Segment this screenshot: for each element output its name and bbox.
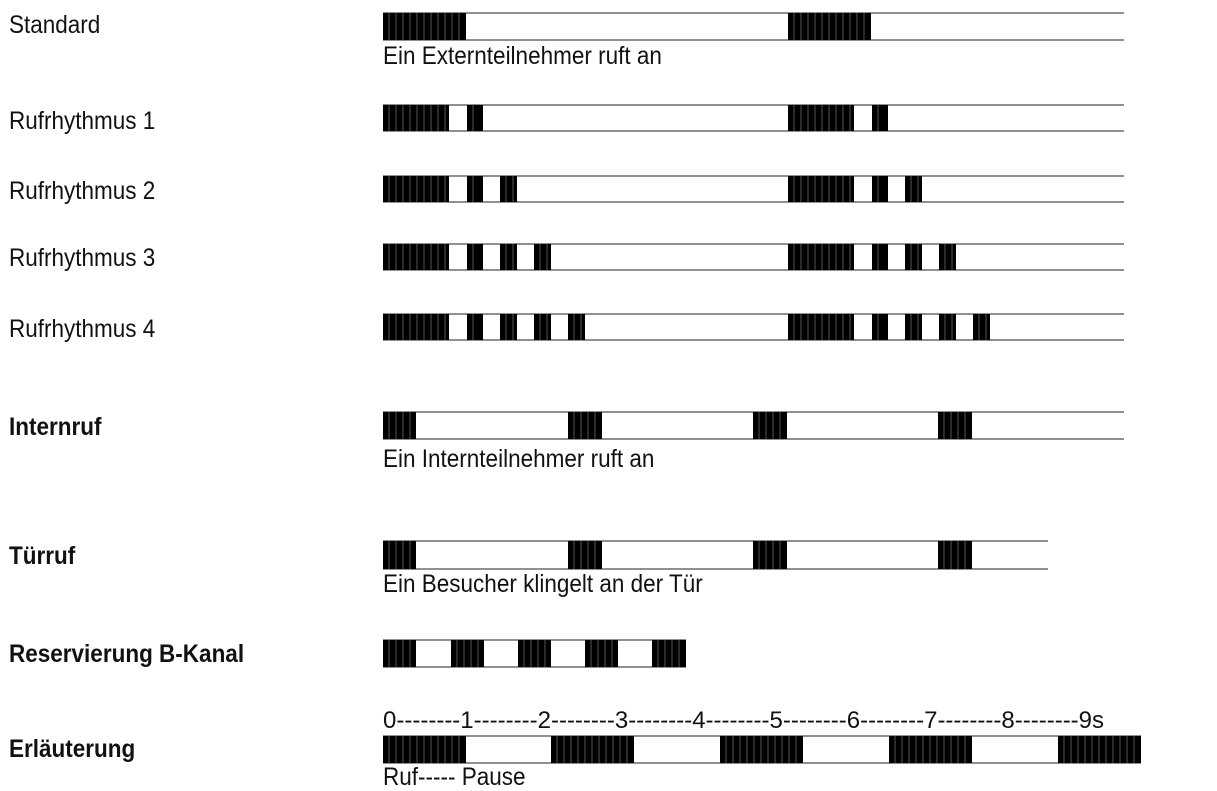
- ring-burst-rufrhythmus-1-1: [383, 105, 449, 131]
- time-scale-dash: --------: [550, 707, 615, 734]
- time-tick-2: 2: [537, 707, 551, 734]
- ring-burst-tuerruf-2: [568, 541, 602, 569]
- ring-burst-erlaeuterung-1: [383, 736, 466, 763]
- row-label-rufrhythmus-4: Rufrhythmus 4: [9, 315, 156, 343]
- row-label-standard: Standard: [9, 11, 101, 39]
- ring-burst-rufrhythmus-2-1: [383, 176, 449, 202]
- time-scale-dash: --------: [782, 707, 847, 734]
- ring-burst-internruf-1: [383, 412, 416, 439]
- row-label-tuerruf: Türruf: [9, 542, 76, 570]
- time-scale-dash: --------: [396, 707, 461, 734]
- ring-burst-internruf-4: [938, 412, 972, 439]
- ring-burst-rufrhythmus-4-5: [568, 314, 585, 340]
- ring-burst-erlaeuterung-2: [551, 736, 634, 763]
- ring-burst-rufrhythmus-2-2: [467, 176, 483, 202]
- time-tick-1: 1: [460, 707, 474, 734]
- ring-burst-rufrhythmus-3-7: [905, 244, 922, 270]
- ring-burst-rufrhythmus-3-1: [383, 244, 449, 270]
- ring-burst-rufrhythmus-1-3: [788, 105, 854, 131]
- ring-burst-rufrhythmus-4-1: [383, 314, 449, 340]
- caption-ruf-pause: Ruf----- Pause: [383, 763, 526, 791]
- ring-burst-rufrhythmus-4-3: [500, 314, 517, 340]
- ring-burst-rufrhythmus-3-2: [467, 244, 483, 270]
- ring-burst-standard-2: [788, 13, 871, 40]
- row-label-reservierung-b-kanal: Reservierung B-Kanal: [9, 640, 245, 668]
- time-scale-dash: --------: [473, 707, 538, 734]
- row-label-erlaeuterung: Erläuterung: [9, 735, 136, 763]
- ring-burst-erlaeuterung-4: [889, 736, 972, 763]
- time-tick-9: 9s: [1078, 707, 1105, 734]
- ring-burst-tuerruf-4: [938, 541, 972, 569]
- time-scale-dash: --------: [937, 707, 1002, 734]
- ring-burst-standard-1: [383, 13, 466, 40]
- row-label-rufrhythmus-3: Rufrhythmus 3: [9, 244, 156, 272]
- ring-burst-tuerruf-3: [753, 541, 787, 569]
- time-tick-0: 0: [383, 707, 397, 734]
- ring-burst-rufrhythmus-3-4: [534, 244, 551, 270]
- ring-burst-rufrhythmus-4-6: [788, 314, 854, 340]
- ring-burst-reservierung-b-kanal-1: [383, 640, 416, 667]
- row-label-rufrhythmus-2: Rufrhythmus 2: [9, 177, 156, 205]
- time-tick-3: 3: [614, 707, 629, 734]
- ring-burst-rufrhythmus-3-6: [872, 244, 888, 270]
- row-label-rufrhythmus-1: Rufrhythmus 1: [9, 107, 156, 135]
- time-tick-4: 4: [692, 707, 706, 734]
- caption-besucher: Ein Besucher klingelt an der Tür: [383, 570, 703, 598]
- caption-internteilnehmer: Ein Internteilnehmer ruft an: [383, 445, 655, 473]
- time-scale-dash: --------: [860, 707, 925, 734]
- ring-burst-rufrhythmus-2-5: [872, 176, 888, 202]
- time-tick-8: 8: [1001, 707, 1015, 734]
- ring-burst-erlaeuterung-3: [720, 736, 803, 763]
- ring-burst-rufrhythmus-2-3: [500, 176, 517, 202]
- ring-burst-internruf-3: [753, 412, 787, 439]
- ring-burst-reservierung-b-kanal-3: [518, 640, 551, 667]
- ring-burst-rufrhythmus-4-7: [872, 314, 888, 340]
- ring-burst-erlaeuterung-5: [1058, 736, 1141, 763]
- time-tick-5: 5: [769, 707, 783, 734]
- time-tick-6: 6: [846, 707, 861, 734]
- ring-burst-tuerruf-1: [383, 541, 416, 569]
- time-scale-dash: --------: [705, 707, 770, 734]
- ring-burst-internruf-2: [568, 412, 602, 439]
- ring-burst-rufrhythmus-2-6: [905, 176, 922, 202]
- ring-burst-reservierung-b-kanal-4: [585, 640, 618, 667]
- time-scale-dash: --------: [628, 707, 693, 734]
- ring-burst-rufrhythmus-4-2: [467, 314, 483, 340]
- ring-burst-rufrhythmus-3-8: [939, 244, 956, 270]
- ring-burst-rufrhythmus-3-3: [500, 244, 517, 270]
- time-tick-7: 7: [924, 707, 938, 734]
- row-label-internruf: Internruf: [9, 413, 102, 441]
- ring-burst-rufrhythmus-1-2: [467, 105, 483, 131]
- ring-burst-rufrhythmus-3-5: [788, 244, 854, 270]
- ring-burst-reservierung-b-kanal-2: [451, 640, 484, 667]
- ring-burst-rufrhythmus-2-4: [788, 176, 854, 202]
- ring-burst-rufrhythmus-4-10: [973, 314, 990, 340]
- ring-burst-rufrhythmus-4-4: [534, 314, 551, 340]
- caption-externteilnehmer: Ein Externteilnehmer ruft an: [383, 42, 662, 70]
- ring-burst-reservierung-b-kanal-5: [652, 640, 686, 667]
- time-scale-dash: --------: [1014, 707, 1079, 734]
- ring-burst-rufrhythmus-4-8: [905, 314, 922, 340]
- ring-burst-rufrhythmus-4-9: [939, 314, 956, 340]
- ring-burst-rufrhythmus-1-4: [872, 105, 888, 131]
